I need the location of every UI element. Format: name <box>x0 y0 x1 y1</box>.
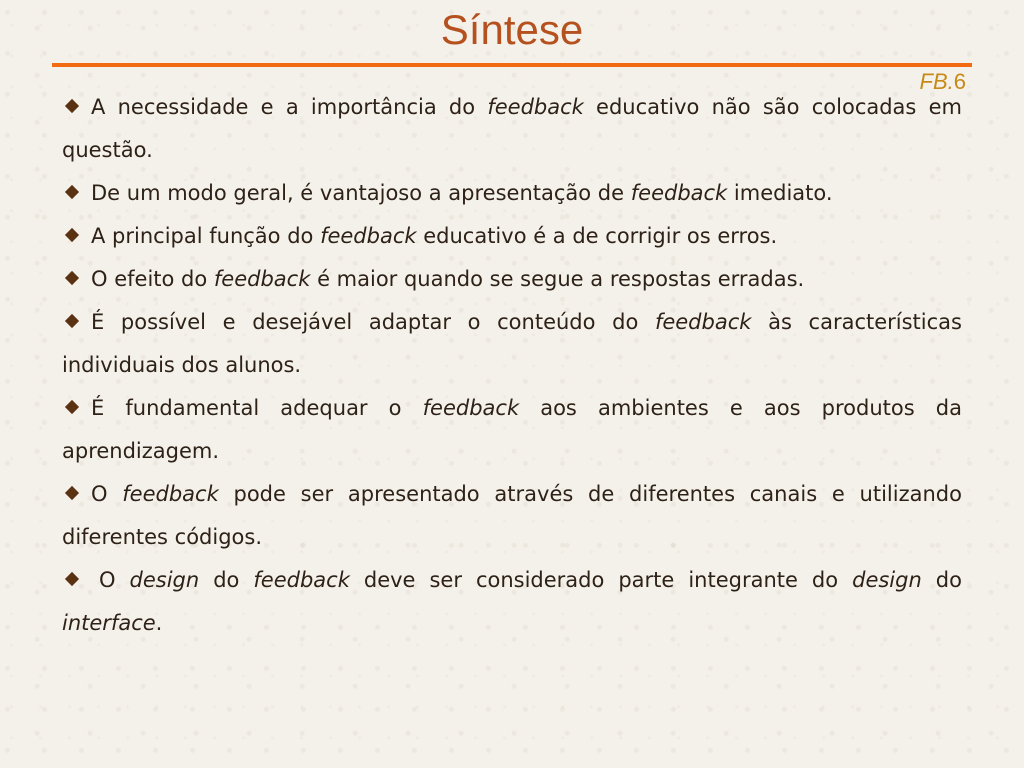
item-text: É possível e desejável adaptar o conteúdo do <box>91 310 639 334</box>
item-text: educativo não são colocadas em questão. <box>62 95 962 162</box>
title-underline <box>52 63 972 67</box>
item-emphasis: interface <box>62 611 156 635</box>
item-emphasis: feedback <box>122 482 219 506</box>
diamond-bullet-icon <box>65 572 79 586</box>
diamond-bullet-icon <box>65 486 79 500</box>
list-item <box>62 86 962 172</box>
item-text: . <box>155 611 163 635</box>
item-text: aos ambientes e aos produtos da aprendizagem. <box>62 396 962 463</box>
diamond-bullet-icon <box>65 400 79 414</box>
list-item <box>62 473 962 559</box>
item-text: é maior quando se segue a respostas erradas. <box>317 267 805 291</box>
item-emphasis: feedback <box>213 267 311 291</box>
item-text: A principal função do <box>91 224 314 248</box>
diamond-bullet-icon <box>65 185 79 199</box>
list-item <box>62 301 962 387</box>
slide-number-value: 6 <box>953 69 966 94</box>
list-item <box>62 215 962 258</box>
item-text: educativo é a de corrigir os erros. <box>423 224 778 248</box>
item-text: O efeito do <box>91 267 208 291</box>
item-text: imediato. <box>733 181 833 205</box>
item-text: pode ser apresentado através de diferentes canais e utilizando diferentes códigos. <box>62 482 962 549</box>
item-text: A necessidade e a importância do <box>91 95 476 119</box>
diamond-bullet-icon <box>65 99 79 113</box>
item-text: do <box>213 568 240 592</box>
diamond-bullet-icon <box>65 271 79 285</box>
slide-number-prefix: FB. <box>919 69 954 94</box>
item-text: deve ser considerado parte integrante do <box>363 568 839 592</box>
item-text: do <box>935 568 962 592</box>
item-emphasis: feedback <box>253 568 350 592</box>
item-emphasis: design <box>129 568 200 592</box>
list-item <box>62 258 962 301</box>
item-text: De um modo geral, é vantajoso a apresentação de <box>91 181 625 205</box>
list-item <box>62 387 962 473</box>
item-text: O <box>99 568 116 592</box>
item-text: às características individuais dos alunos. <box>62 310 962 377</box>
item-emphasis: feedback <box>422 396 520 420</box>
list-item <box>62 172 962 215</box>
item-text: É fundamental adequar o <box>91 396 402 420</box>
item-emphasis: feedback <box>630 181 728 205</box>
bullet-list <box>62 86 962 645</box>
diamond-bullet-icon <box>65 228 79 242</box>
item-emphasis: design <box>852 568 922 592</box>
item-emphasis: feedback <box>654 310 752 334</box>
diamond-bullet-icon <box>65 314 79 328</box>
item-emphasis: feedback <box>487 95 584 119</box>
item-emphasis: feedback <box>320 224 417 248</box>
slide-title: Síntese <box>440 6 584 53</box>
list-item <box>62 559 962 645</box>
item-text: O <box>91 482 108 506</box>
